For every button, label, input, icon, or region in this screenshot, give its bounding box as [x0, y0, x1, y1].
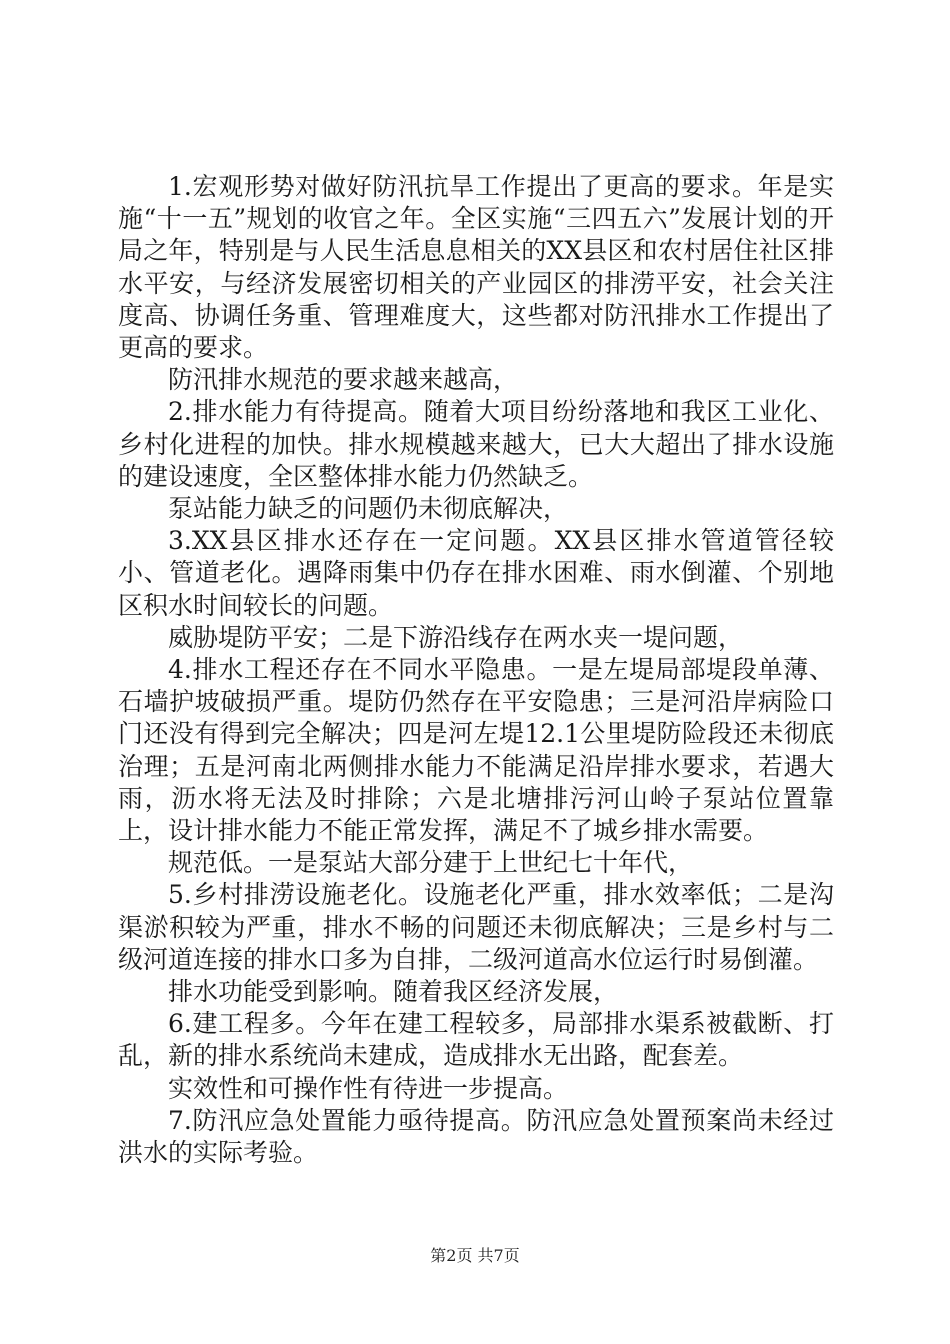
paragraph-13: 7.防汛应急处置能力亟待提高。防汛应急处置预案尚未经过洪水的实际考验。 — [118, 1105, 834, 1168]
paragraph-10: 排水功能受到影响。随着我区经济发展， — [168, 977, 619, 1007]
page-footer — [0, 1243, 950, 1266]
paragraph-2: 防汛排水规范的要求越来越高， — [168, 365, 519, 395]
paragraph-6: 威胁堤防平安；二是下游沿线存在两水夹一堤问题， — [168, 622, 744, 652]
paragraph-8: 规范低。一是泵站大部分建于上世纪七十年代， — [168, 848, 694, 878]
document-body — [118, 171, 834, 1169]
paragraph-3: 2.排水能力有待提高。随着大项目纷纷落地和我区工业化、乡村化进程的加快。排水规模越来越大，已大大超出了排水设施的建设速度，全区整体排水能力仍然缺乏。 — [118, 397, 834, 491]
paragraph-7: 4.排水工程还存在不同水平隐患。一是左堤局部堤段单薄、石墙护坡破损严重。堤防仍然存在平安隐患；三是河沿岸病险口门还没有得到完全解决；四是河左堤12.1公里堤防险段还未彻底治理；五是河南北两侧排水能力不能满足沿岸排水要求，若遇大雨，沥水将无法及时排除；六是北塘排污河山岭子泵站位置靠上，设计排水能力不能正常发挥，满足不了城乡排水需要。 — [118, 655, 834, 846]
paragraph-9: 5.乡村排涝设施老化。设施老化严重，排水效率低；二是沟渠淤积较为严重，排水不畅的问题还未彻底解决；三是乡村与二级河道连接的排水口多为自排，二级河道高水位运行时易倒灌。 — [118, 880, 834, 974]
paragraph-5: 3.XX县区排水还存在一定问题。XX县区排水管道管径较小、管道老化。遇降雨集中仍存在排水困难、雨水倒灌、个别地区积水时间较长的问题。 — [118, 526, 834, 620]
paragraph-1: 1.宏观形势对做好防汛抗旱工作提出了更高的要求。年是实施“十一五”规划的收官之年。全区实施“三四五六”发展计划的开局之年，特别是与人民生活息息相关的XX县区和农村居住社区排水平安，与经济发展密切相关的产业园区的排涝平安，社会关注度高、协调任务重、管理难度大，这些都对防汛排水工作提出了更高的要求。 — [118, 172, 834, 363]
paragraph-11: 6.建工程多。今年在建工程较多，局部排水渠系被截断、打乱，新的排水系统尚未建成，造成排水无出路，配套差。 — [118, 1009, 834, 1071]
page-number: 第2页 共7页 — [430, 1246, 520, 1265]
paragraph-12: 实效性和可操作性有待进一步提高。 — [168, 1073, 569, 1103]
paragraph-4: 泵站能力缺乏的问题仍未彻底解决， — [168, 494, 569, 524]
